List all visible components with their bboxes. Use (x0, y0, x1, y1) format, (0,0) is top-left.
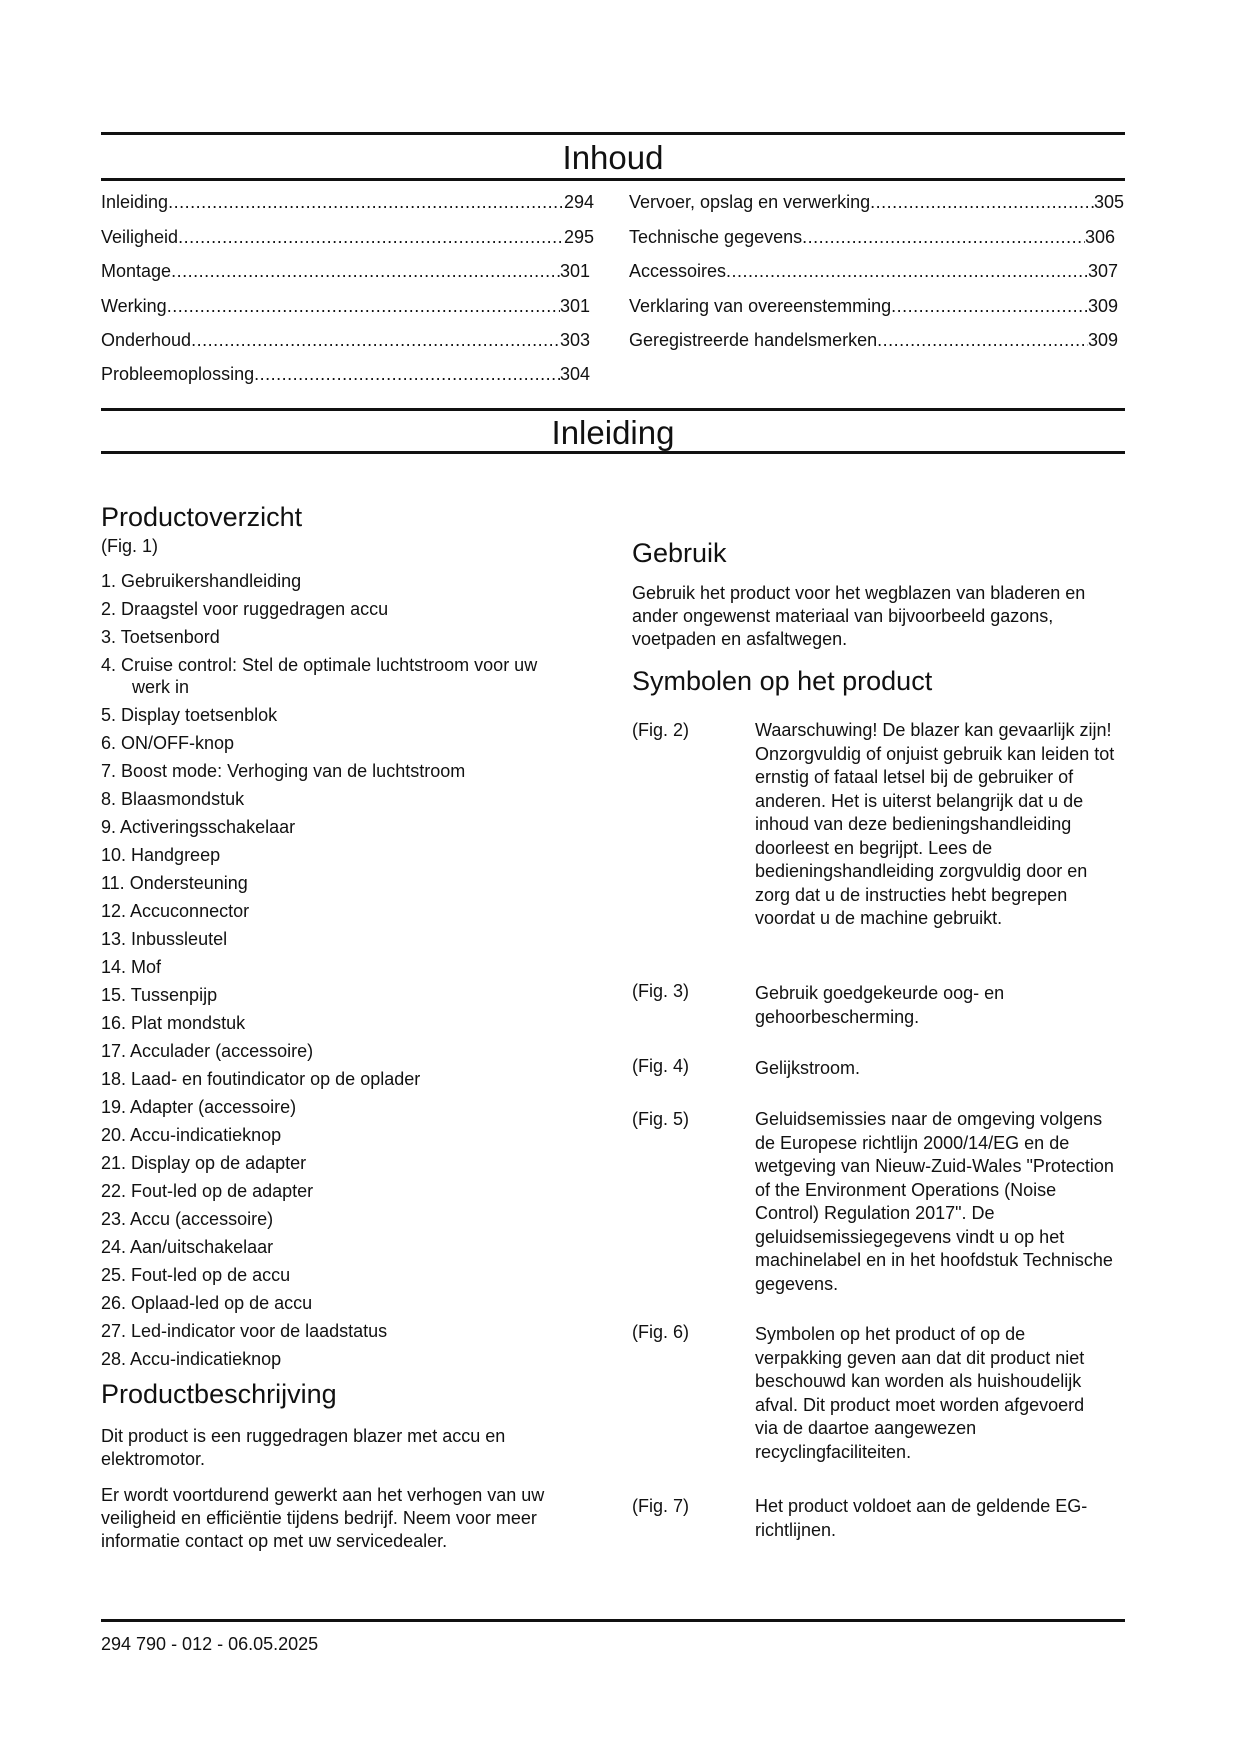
toc-entry-label: Technische gegevens (629, 227, 803, 247)
toc-entry-label: Onderhoud (101, 330, 192, 350)
toc-entry[interactable] (101, 294, 590, 318)
toc-entry-label: Montage (101, 261, 172, 281)
symbol-description: Het product voldoet aan de geldende EG-richtlijnen. (755, 1496, 1088, 1540)
description-paragraph-1: Dit product is een ruggedragen blazer met accu en elektromotor. (101, 1426, 506, 1469)
list-item: 12. Accuconnector (101, 901, 250, 921)
list-item: 18. Laad- en foutindicator op de oplader (101, 1069, 421, 1089)
section-top-rule (101, 408, 1125, 411)
toc-entry-label: Veiligheid (101, 227, 179, 247)
toc-entry[interactable] (629, 328, 1118, 352)
symbol-description: Symbolen op het product of op de verpakking geven aan dat dit product niet beschouwd kan worden als huishoudelijk afval. Dit product moet worden afgevoerd via de daartoe aangewezen recyclingfaciliteiten. (755, 1324, 1085, 1462)
toc-entry-label: Werking (101, 296, 167, 316)
list-item: 17. Acculader (accessoire) (101, 1041, 314, 1061)
toc-entry-label: Verklaring van overeenstemming (629, 296, 892, 316)
symbol-fig-ref: (Fig. 7) (632, 1496, 690, 1516)
toc-entry-page: 309 (1087, 296, 1118, 316)
footer-rule (101, 1619, 1125, 1622)
toc-top-rule (101, 132, 1125, 135)
list-item: 2. Draagstel voor ruggedragen accu (101, 599, 389, 619)
overview-list (101, 570, 601, 1376)
symbols-heading: Symbolen op het product (632, 666, 933, 696)
toc-entry-page: 295 (563, 227, 594, 247)
list-item: 23. Accu (accessoire) (101, 1209, 274, 1229)
toc-entry-page: 305 (1093, 192, 1124, 212)
toc-entry-label: Geregistreerde handelsmerken (629, 330, 878, 350)
symbol-description: Gebruik goedgekeurde oog- en gehoorbescherming. (755, 983, 1005, 1027)
toc-entry[interactable] (629, 259, 1118, 283)
list-item: 13. Inbussleutel (101, 929, 228, 949)
list-item-text: 4. Cruise control: Stel de optimale luchtstroom voor uw (101, 655, 538, 675)
toc-entry[interactable] (101, 225, 594, 249)
list-item: 8. Blaasmondstuk (101, 789, 245, 809)
usage-heading: Gebruik (632, 538, 727, 568)
usage-text: Gebruik het product voor het wegblazen van bladeren en ander ongewenst materiaal van bijvoorbeeld gazons, voetpaden en asfaltwegen. (632, 583, 1086, 649)
list-item: 28. Accu-indicatieknop (101, 1349, 282, 1369)
toc-entry-page: 294 (563, 192, 594, 212)
toc-title: Inhoud (562, 139, 664, 176)
symbol-fig-ref: (Fig. 2) (632, 720, 690, 740)
list-item: 19. Adapter (accessoire) (101, 1097, 297, 1117)
overview-fig-ref: (Fig. 1) (101, 536, 159, 556)
toc-entry[interactable] (101, 259, 590, 283)
description-paragraph-2: Er wordt voortdurend gewerkt aan het verhogen van uw veiligheid en efficiëntie tijdens bedrijf. Neem voor meer informatie contact op met uw servicedealer. (101, 1485, 545, 1551)
list-item: 26. Oplaad-led op de accu (101, 1293, 313, 1313)
symbol-fig-ref: (Fig. 3) (632, 981, 690, 1001)
toc-entry-label: Vervoer, opslag en verwerking (629, 192, 871, 212)
list-item: 3. Toetsenbord (101, 627, 220, 647)
toc-entry-page: 304 (559, 364, 590, 384)
list-item: 1. Gebruikershandleiding (101, 571, 302, 591)
overview-heading: Productoverzicht (101, 502, 303, 532)
list-item: 10. Handgreep (101, 845, 221, 865)
toc-entry-page: 309 (1087, 330, 1118, 350)
toc-entry-label: Accessoires (629, 261, 727, 281)
list-item: 27. Led-indicator voor de laadstatus (101, 1321, 388, 1341)
toc-entry[interactable] (629, 190, 1124, 214)
list-item: 24. Aan/uitschakelaar (101, 1237, 274, 1257)
list-item: 5. Display toetsenblok (101, 705, 278, 725)
list-item: 6. ON/OFF-knop (101, 733, 235, 753)
section-bottom-rule (101, 451, 1125, 454)
list-item: 11. Ondersteuning (101, 873, 248, 893)
symbol-fig-ref: (Fig. 5) (632, 1109, 690, 1129)
toc-entry-page: 307 (1087, 261, 1118, 281)
toc-entry-label: Probleemoplossing (101, 364, 255, 384)
list-item: 16. Plat mondstuk (101, 1013, 246, 1033)
toc-entry[interactable] (101, 190, 594, 214)
list-item: 22. Fout-led op de adapter (101, 1181, 314, 1201)
toc-entry-label: Inleiding (101, 192, 169, 212)
list-item (101, 654, 601, 704)
symbol-fig-ref: (Fig. 6) (632, 1322, 690, 1342)
list-item: 14. Mof (101, 957, 162, 977)
symbol-description: Waarschuwing! De blazer kan gevaarlijk zijn! Onzorgvuldig of onjuist gebruik kan leiden tot ernstig of fataal letsel bij de gebruiker of anderen. Het is uiterst belangrijk dat u de inhoud van deze bedieningshandleiding doorleest en begrijpt. Lees de bedieningshandleiding zorgvuldig door en zorg dat u de instructies hebt begrepen voordat u de machine gebruikt. (755, 720, 1115, 928)
list-item: 21. Display op de adapter (101, 1153, 307, 1173)
list-item: 9. Activeringsschakelaar (101, 817, 296, 837)
symbol-description: Geluidsemissies naar de omgeving volgens de Europese richtlijn 2000/14/EG en de wetgeving van Nieuw-Zuid-Wales "Protection of the Environment Operations (Noise Control) Regulation 2017". De geluidsemissiegegevens vindt u op het machinelabel en in het hoofdstuk Technische gegevens. (755, 1109, 1114, 1294)
toc-entry-page: 303 (559, 330, 590, 350)
symbol-description: Gelijkstroom. (755, 1058, 861, 1078)
list-item-continuation: werk in (132, 677, 190, 697)
symbol-fig-ref: (Fig. 4) (632, 1056, 690, 1076)
toc-entry[interactable] (629, 225, 1115, 249)
toc-entry[interactable] (101, 328, 590, 352)
list-item: 7. Boost mode: Verhoging van de luchtstroom (101, 761, 466, 781)
toc-bottom-rule (101, 178, 1125, 181)
section-title: Inleiding (551, 414, 675, 451)
toc-entry[interactable] (101, 362, 590, 386)
list-item: 25. Fout-led op de accu (101, 1265, 291, 1285)
list-item: 15. Tussenpijp (101, 985, 218, 1005)
footer-doc-id: 294 790 - 012 - 06.05.2025 (101, 1634, 319, 1654)
toc-entry-page: 301 (559, 296, 590, 316)
toc-entry-page: 301 (559, 261, 590, 281)
toc-entry-page: 306 (1084, 227, 1115, 247)
toc-entry[interactable] (629, 294, 1118, 318)
list-item: 20. Accu-indicatieknop (101, 1125, 282, 1145)
description-heading: Productbeschrijving (101, 1379, 337, 1409)
